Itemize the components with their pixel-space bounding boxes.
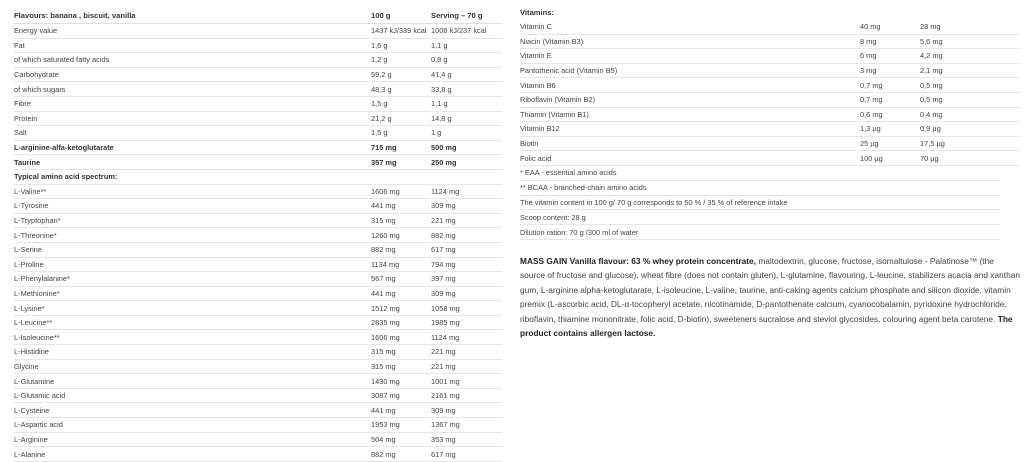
nutrient-label: L-Serine [14, 245, 42, 255]
nutrient-per-serving: 309 mg [431, 201, 456, 211]
nutrient-per-100g: 315 mg [371, 216, 396, 226]
nutrient-per-100g: 441 mg [371, 405, 396, 415]
nutrient-per-100g: 315 mg [371, 347, 396, 357]
nutrition-header-row [14, 7, 502, 24]
footnote: The vitamin content in 100 g/ 70 g corresponds to 50 % / 35 % of reference intake [520, 196, 1000, 211]
vitamin-per-serving: 70 µg [920, 153, 939, 163]
nutrient-label: L-arginine-alfa-ketoglutarate [14, 143, 114, 153]
nutrient-row [14, 272, 502, 287]
footnote: Scoop content: 28 g [520, 210, 1000, 225]
nutrient-per-serving: 882 mg [431, 230, 456, 240]
nutrient-row [14, 301, 502, 316]
vitamin-row [520, 151, 1020, 166]
nutrient-row [14, 141, 502, 156]
nutrient-label: L-Threonine* [14, 230, 57, 240]
nutrient-per-serving: 0,8 g [431, 55, 448, 65]
nutrient-per-serving: 250 mg [431, 157, 457, 167]
nutrition-rows [14, 24, 502, 462]
vitamin-row [520, 93, 1020, 108]
nutrient-label: Fat [14, 40, 25, 50]
nutrient-row [14, 97, 502, 112]
nutrient-per-serving: 41,4 g [431, 70, 452, 80]
nutrient-per-serving: 397 mg [431, 274, 456, 284]
vitamin-per-100g: 0,6 mg [860, 109, 883, 119]
header-per-100g: 100 g [371, 10, 391, 20]
nutrient-row [14, 170, 502, 185]
nutrient-per-serving: 1367 mg [431, 420, 460, 430]
nutrient-per-100g: 715 mg [371, 143, 397, 153]
nutrient-per-100g: 1437 kJ/339 kcal [371, 26, 427, 36]
nutrient-per-100g: 441 mg [371, 201, 396, 211]
nutrient-label: L-Alanine [14, 449, 46, 459]
vitamin-per-100g: 0,7 mg [860, 80, 883, 90]
vitamin-row [520, 49, 1020, 64]
ingredients-text [520, 254, 1020, 340]
nutrient-label: L-Glutamic acid [14, 391, 66, 401]
vitamin-per-serving: 28 mg [920, 22, 941, 32]
nutrient-per-100g: 357 mg [371, 157, 397, 167]
vitamin-per-100g: 100 µg [860, 153, 883, 163]
nutrient-per-serving: 1124 mg [431, 332, 460, 342]
nutrient-row [14, 53, 502, 68]
nutrient-per-100g: 1,5 g [371, 99, 388, 109]
nutrient-label: L-Histidine [14, 347, 49, 357]
nutrient-row [14, 316, 502, 331]
nutrient-row [14, 126, 502, 141]
nutrient-per-serving: 14,8 g [431, 113, 452, 123]
nutrient-label: L-Valine** [14, 186, 47, 196]
nutrient-per-100g: 48,3 g [371, 84, 392, 94]
nutrient-per-serving: 353 mg [431, 434, 456, 444]
nutrient-row [14, 214, 502, 229]
nutrient-label: Carbohydrate [14, 70, 59, 80]
nutrient-row [14, 374, 502, 389]
vitamin-per-serving: 0,5 mg [920, 95, 943, 105]
nutrient-per-serving: 309 mg [431, 288, 456, 298]
footnote: * EAA - essential amino acids [520, 166, 1000, 181]
nutrient-per-100g: 3087 mg [371, 391, 400, 401]
nutrient-row [14, 199, 502, 214]
nutrient-row [14, 447, 502, 462]
footnote: ** BCAA - branched-chain amino acids [520, 181, 1000, 196]
nutrient-label: L-Aspartic acid [14, 420, 63, 430]
nutrient-row [14, 112, 502, 127]
nutrient-per-100g: 1,6 g [371, 40, 388, 50]
nutrient-per-serving: 1,1 g [431, 99, 448, 109]
nutrient-per-100g: 504 mg [371, 434, 396, 444]
nutrient-label: of which sugars [14, 84, 66, 94]
nutrition-table [14, 7, 502, 462]
vitamin-per-100g: 6 mg [860, 51, 877, 61]
nutrient-row [14, 287, 502, 302]
nutrient-row [14, 330, 502, 345]
vitamin-label: Riboflavin (Vitamin B2) [520, 95, 596, 105]
vitamin-row [520, 137, 1020, 152]
vitamin-row [520, 78, 1020, 93]
header-serving: Serving – 70 g [431, 10, 483, 20]
nutrient-label: Glycine [14, 361, 39, 371]
nutrient-label: Energy value [14, 26, 58, 36]
vitamin-row [520, 20, 1020, 35]
nutrient-per-100g: 1134 mg [371, 259, 400, 269]
header-flavours: Flavours: banana , biscuit, vanilla [14, 10, 136, 20]
vitamin-per-serving: 0,5 mg [920, 80, 943, 90]
vitamin-per-100g: 3 mg [860, 66, 877, 76]
vitamin-per-100g: 40 mg [860, 22, 881, 32]
vitamin-per-serving: 17,5 µg [920, 139, 945, 149]
vitamin-label: Vitamin B6 [520, 80, 556, 90]
nutrient-per-serving: 1985 mg [431, 318, 460, 328]
nutrient-row [14, 155, 502, 170]
nutrient-per-100g: 1430 mg [371, 376, 400, 386]
nutrient-per-100g: 441 mg [371, 288, 396, 298]
vitamin-per-serving: 0,9 µg [920, 124, 941, 134]
nutrient-per-serving: 617 mg [431, 449, 456, 459]
nutrient-row [14, 403, 502, 418]
nutrient-per-serving: 1,1 g [431, 40, 448, 50]
nutrient-per-100g: 1512 mg [371, 303, 400, 313]
nutrient-per-100g: 1,5 g [371, 128, 388, 138]
vitamin-per-100g: 1,3 µg [860, 124, 881, 134]
nutrient-per-serving: 1006 kJ/237 kcal [431, 26, 487, 36]
nutrient-label: Salt [14, 128, 27, 138]
nutrient-per-100g: 567 mg [371, 274, 396, 284]
nutrient-label: L-Lysine* [14, 303, 45, 313]
nutrient-per-100g: 59,2 g [371, 70, 392, 80]
nutrient-per-serving: 1124 mg [431, 186, 460, 196]
nutrient-label: Fibre [14, 99, 31, 109]
allergen-statement: The product contains allergen lactose. [520, 313, 1013, 338]
nutrient-per-serving: 1001 mg [431, 376, 460, 386]
vitamin-label: Vitamin B12 [520, 124, 560, 134]
vitamin-row [520, 64, 1020, 79]
nutrient-per-100g: 1953 mg [371, 420, 400, 430]
nutrient-label: of which saturated fatty acids [14, 55, 110, 65]
nutrient-label: L-Methionine* [14, 288, 60, 298]
nutrient-per-serving: 2161 mg [431, 391, 460, 401]
ingredients-lead: MASS GAIN Vanilla flavour: 63 % whey protein concentrate, [520, 255, 756, 266]
vitamin-label: Vitamin E [520, 51, 552, 61]
nutrient-row [14, 185, 502, 200]
nutrient-label: L-Leucine** [14, 318, 53, 328]
nutrient-label: L-Tyrosine [14, 201, 49, 211]
nutrient-label: L-Phenylalanine* [14, 274, 70, 284]
vitamin-per-100g: 0,7 mg [860, 95, 883, 105]
nutrient-label: Taurine [14, 157, 41, 167]
nutrient-label: Typical amino acid spectrum: [14, 172, 118, 182]
vitamin-row [520, 108, 1020, 123]
nutrient-per-serving: 309 mg [431, 405, 456, 415]
nutrient-per-serving: 221 mg [431, 361, 456, 371]
nutrient-row [14, 68, 502, 83]
vitamin-row [520, 122, 1020, 137]
nutrient-label: L-Glutamine [14, 376, 55, 386]
nutrient-per-100g: 1260 mg [371, 230, 400, 240]
nutrient-label: L-Arginine [14, 434, 48, 444]
vitamin-label: Thiamin (Vitamin B1) [520, 109, 589, 119]
nutrient-per-serving: 33,8 g [431, 84, 452, 94]
nutrient-label: L-Proline [14, 259, 44, 269]
vitamin-label: Biotin [520, 139, 539, 149]
vitamin-per-100g: 25 µg [860, 139, 879, 149]
nutrient-per-100g: 21,2 g [371, 113, 392, 123]
nutrient-per-serving: 1058 mg [431, 303, 460, 313]
nutrient-per-100g: 882 mg [371, 245, 396, 255]
nutrient-label: L-Cysteine [14, 405, 50, 415]
vitamin-label: Vitamin C [520, 22, 552, 32]
nutrient-per-100g: 1606 mg [371, 332, 400, 342]
nutrient-row [14, 433, 502, 448]
nutrient-per-100g: 1,2 g [371, 55, 388, 65]
nutrient-per-serving: 1 g [431, 128, 442, 138]
nutrient-label: L-Isoleucine** [14, 332, 60, 342]
nutrient-per-100g: 882 mg [371, 449, 396, 459]
vitamin-rows [520, 20, 1020, 166]
vitamin-notes [520, 166, 1020, 240]
nutrient-row [14, 258, 502, 273]
nutrient-per-serving: 794 mg [431, 259, 456, 269]
nutrient-label: Protein [14, 113, 38, 123]
vitamin-per-100g: 8 mg [860, 36, 877, 46]
nutrient-row [14, 243, 502, 258]
vitamins-section [520, 7, 1020, 340]
vitamins-header: Vitamins: [520, 8, 555, 17]
nutrient-row [14, 360, 502, 375]
vitamin-label: Pantothenic acid (Vitamin B5) [520, 66, 618, 76]
vitamin-label: Folic acid [520, 153, 552, 163]
footnote: Dilution ration: 70 g /300 ml of water [520, 225, 1000, 240]
vitamin-per-serving: 2,1 mg [920, 66, 943, 76]
nutrient-row [14, 39, 502, 54]
vitamin-per-serving: 0,4 mg [920, 109, 943, 119]
nutrient-row [14, 24, 502, 39]
nutrient-row [14, 418, 502, 433]
nutrient-per-serving: 500 mg [431, 143, 457, 153]
nutrient-row [14, 389, 502, 404]
vitamin-row [520, 35, 1020, 50]
nutrient-per-serving: 221 mg [431, 216, 456, 226]
nutrient-row [14, 82, 502, 97]
ingredients-body: maltodextrin, glucose, fructose, isomaltulose - Palatinose™ (the source of fructose and glucose), wheat fibre (does not contain gluten), L-glutamine, flavouring, L-leucine, stabilizers acacia and xanthan gum, L-arginine alpha-ketoglutarate, L-isoleucine, L-valine, taurine, anti-caking agents calcium phosphate and silicon dioxide, vitamin premix (L-ascorbic acid, DL-α-tocopheryl acetate, nicotinamide, D-pantothenate calcium, cyanocobalamin, pyridoxine hydrochloride, riboflavin, thiamine mononitrate, folic acid, D-biotin), sweeteners sucralose and steviol glycosides, colouring agent beta carotene. [520, 255, 1020, 324]
nutrient-per-serving: 617 mg [431, 245, 456, 255]
nutrient-row [14, 345, 502, 360]
vitamin-per-serving: 4,2 mg [920, 51, 943, 61]
nutrient-per-100g: 315 mg [371, 361, 396, 371]
nutrient-per-100g: 1606 mg [371, 186, 400, 196]
vitamin-label: Niacin (Vitamin B3) [520, 36, 584, 46]
nutrient-label: L-Tryptophan* [14, 216, 61, 226]
nutrient-per-100g: 2835 mg [371, 318, 400, 328]
vitamin-per-serving: 5,6 mg [920, 36, 943, 46]
nutrient-per-serving: 221 mg [431, 347, 456, 357]
nutrient-row [14, 228, 502, 243]
